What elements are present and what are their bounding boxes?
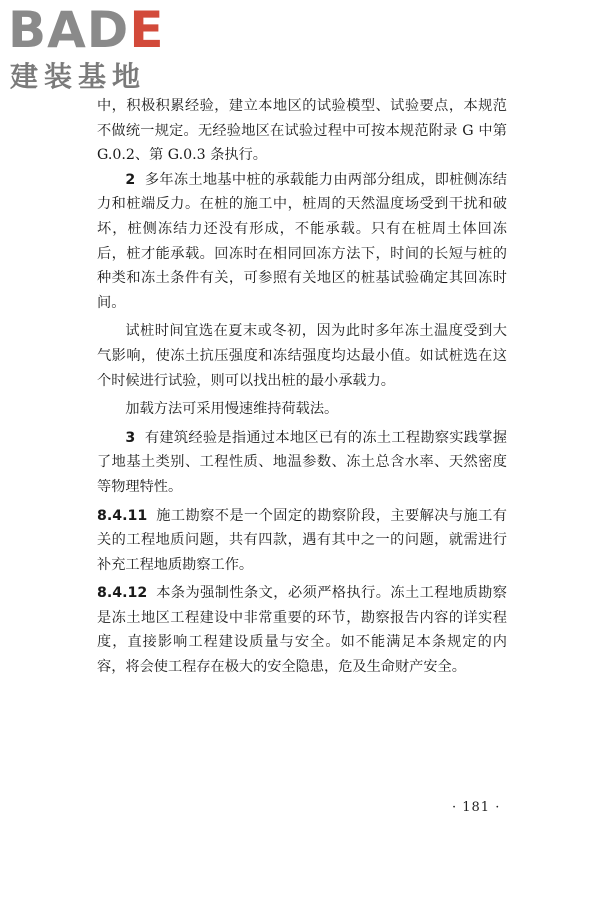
item-number: 3 <box>125 429 136 446</box>
page-number: · 181 · <box>452 800 501 815</box>
clause-number: 8.4.12 <box>97 585 148 602</box>
clause-number: 8.4.11 <box>97 507 148 524</box>
logo-wordmark <box>8 2 164 58</box>
item-number: 2 <box>125 171 136 188</box>
bade-logo <box>8 2 178 97</box>
logo-word-main: BAD <box>8 1 130 59</box>
logo-word-accent: E <box>129 1 165 59</box>
item-3-paragraph: 3 有建筑经验是指通过本地区已有的冻土工程勘察实践掌握了地基土类别、工程性质、地温参数、冻土总含水率、天然密度等物理特性。 <box>97 429 507 495</box>
paragraph-test-timing: 试桩时间宜选在夏末或冬初，因为此时多年冻土温度受到大气影响，使冻土抗压强度和冻结强度均达最小值。如试桩选在这个时候进行试验，则可以找出桩的最小承载力。 <box>97 323 507 389</box>
logo-subtitle: 建装基地 <box>10 60 147 93</box>
paragraph-loading-method: 加载方法可采用慢速维持荷载法。 <box>125 401 339 418</box>
clause-8-4-12: 8.4.12 本条为强制性条文，必须严格执行。冻土工程地质勘察是冻土地区工程建设中非常重要的环节，勘察报告内容的详实程度，直接影响工程建设质量与安全。如不能满足本条规定的内容，将会使工程存在极大的安全隐患，危及生命财产安全。 <box>97 585 507 676</box>
document-body <box>97 94 507 680</box>
clause-8-4-11: 8.4.11 施工勘察不是一个固定的勘察阶段，主要解决与施工有关的工程地质问题，共有四款，遇有其中之一的问题，就需进行补充工程地质勘察工作。 <box>97 507 507 573</box>
item-2-paragraph: 2 多年冻土地基中桩的承载能力由两部分组成，即桩侧冻结力和桩端反力。在桩的施工中，桩周的天然温度场受到干扰和破坏，桩侧冻结力还没有形成，不能承载。只有在桩周土体回冻后，桩才能承载。回冻时在相同回冻方法下，时间的长短与桩的种类和冻土条件有关，可参照有关地区的桩基试验确定其回冻时间。 <box>97 171 507 311</box>
paragraph-continuation: 中，积极积累经验，建立本地区的试验模型、试验要点，本规范不做统一规定。无经验地区在试验过程中可按本规范附录 G 中第 G.0.2、第 G.0.3 条执行。 <box>97 98 507 164</box>
